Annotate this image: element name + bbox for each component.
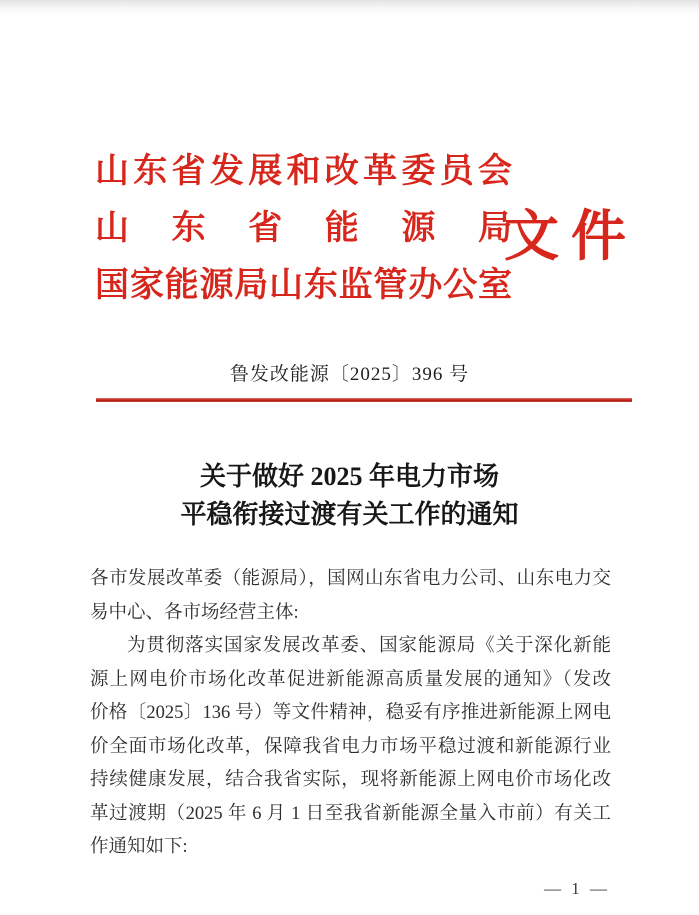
body-text-line: 作通知如下: [90,837,188,857]
red-divider-line [96,398,632,402]
document-title-line-2: 平稳衔接过渡有关工作的通知 [180,500,519,529]
body-text-line: 各市发展改革委（能源局），国网山东省电力公司、山东电力交 [90,569,611,589]
page-number: — 1 — [544,879,610,898]
issuing-agency-list [95,143,512,314]
document-type-label: 文件 [504,206,639,267]
body-text-line: 为贯彻落实国家发展改革委、国家能源局《关于深化新能 [127,636,611,656]
issuing-agency-name: 国家能源局山东监管办公室 [95,267,512,304]
issuing-agency-name: 山东省能源局 [95,210,512,247]
body-text-line: 源上网电价市场化改革促进新能源高质量发展的通知》（发改 [90,669,611,690]
body-text-line: 价格〔2025〕136 号）等文件精神，稳妥有序推进新能源上网电 [90,703,611,723]
body-text-line: 易中心、各市场经营主体: [90,602,299,623]
body-text-line: 革过渡期（2025 年 6 月 1 日至我省新能源全量入市前）有关工 [90,803,611,824]
document-title-line-1: 关于做好 2025 年电力市场 [199,462,499,491]
page-top-shadow [0,0,699,16]
body-text-line: 价全面市场化改革，保障我省电力市场平稳过渡和新能源行业 [90,736,611,757]
issuing-agency-name: 山东省发展和改革委员会 [95,153,512,190]
document-reference-number: 鲁发改能源〔2025〕396 号 [229,364,470,385]
document-body [90,563,611,865]
page-footer [544,878,610,900]
document-title [0,458,699,534]
body-text-line: 持续健康发展，结合我省实际，现将新能源上网电价市场化改 [90,770,611,790]
